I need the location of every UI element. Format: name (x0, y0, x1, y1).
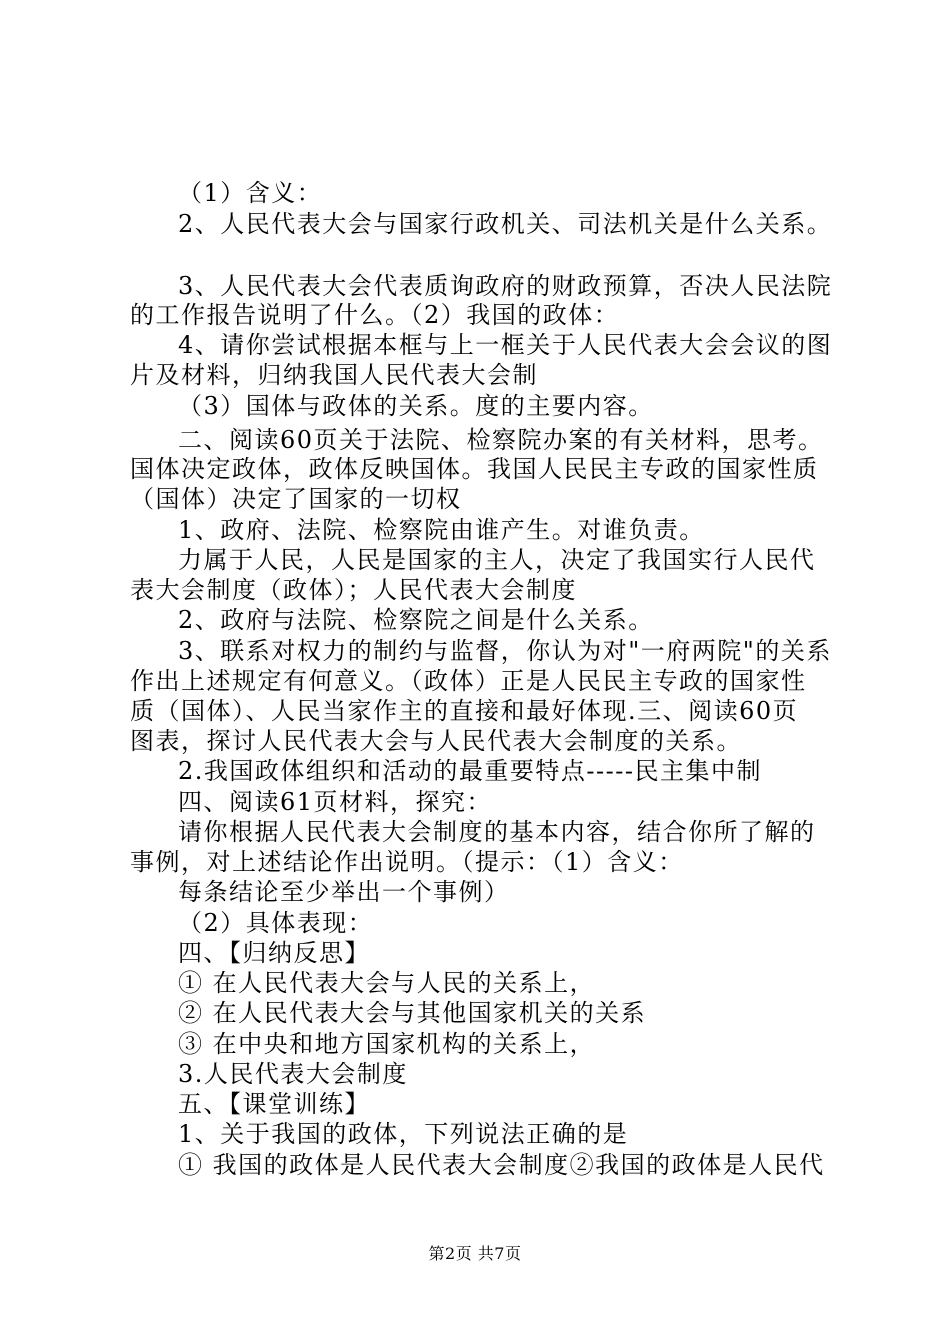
text-line: 2.我国政体组织和活动的最重要特点-----民主集中制 (178, 757, 762, 785)
text-line: 片及材料，归纳我国人民代表大会制 (130, 361, 538, 389)
text-line: 四、阅读61页材料，探究： (178, 788, 493, 816)
text-line: 五、【课堂训练】 (178, 1090, 370, 1118)
text-line: 表大会制度（政体）；人民代表大会制度 (130, 576, 577, 604)
text-line: ① 在人民代表大会与人民的关系上， (178, 969, 596, 997)
text-line: 请你根据人民代表大会制度的基本内容，结合你所了解的 (178, 818, 816, 846)
text-line: （1）含义： (178, 179, 323, 207)
text-line: 3、人民代表大会代表质询政府的财政预算，否决人民法院 (178, 272, 833, 300)
page-number-footer: 第2页 共7页 (428, 1244, 522, 1263)
text-line: 1、政府、法院、检察院由谁产生。对谁负责。 (178, 516, 705, 544)
text-line: 3.人民代表大会制度 (178, 1060, 408, 1088)
text-line: ③ 在中央和地方国家机构的关系上， (178, 1030, 596, 1058)
text-line: 图表，探讨人民代表大会与人民代表大会制度的关系。 (130, 727, 742, 755)
text-line: （3）国体与政体的关系。度的主要内容。 (178, 392, 654, 420)
text-line: 质（国体）、人民当家作主的直接和最好体现.三、阅读60页 (130, 697, 799, 725)
text-line: 事例，对上述结论作出说明。（提示：（1）含义： (130, 848, 684, 876)
text-line: ② 在人民代表大会与其他国家机关的关系 (178, 999, 647, 1027)
text-line: 1、关于我国的政体，下列说法正确的是 (178, 1120, 629, 1148)
text-line: 力属于人民，人民是国家的主人，决定了我国实行人民代 (178, 546, 816, 574)
text-line: （国体）决定了国家的一切权 (130, 485, 462, 513)
text-line: 的工作报告说明了什么。（2）我国的政体： (130, 301, 620, 329)
text-line: 2、人民代表大会与国家行政机关、司法机关是什么关系。 (178, 210, 833, 238)
text-line: 国体决定政体，政体反映国体。我国人民民主专政的国家性质 (130, 455, 819, 483)
text-line: 4、请你尝试根据本框与上一框关于人民代表大会会议的图 (178, 331, 833, 359)
text-line: 二、阅读60页关于法院、检察院办案的有关材料，思考。 (178, 426, 824, 454)
text-line: ① 我国的政体是人民代表大会制度②我国的政体是人民代 (178, 1151, 825, 1179)
text-line: 作出上述规定有何意义。（政体）正是人民民主专政的国家性 (130, 667, 807, 695)
text-line: 四、【归纳反思】 (178, 939, 370, 967)
text-line: 2、政府与法院、检察院之间是什么关系。 (178, 606, 654, 634)
text-line: 3、联系对权力的制约与监督，你认为对"一府两院"的关系 (178, 637, 832, 665)
text-line: 每条结论至少举出一个事例） (178, 878, 510, 906)
text-line: （2）具体表现： (178, 909, 374, 937)
